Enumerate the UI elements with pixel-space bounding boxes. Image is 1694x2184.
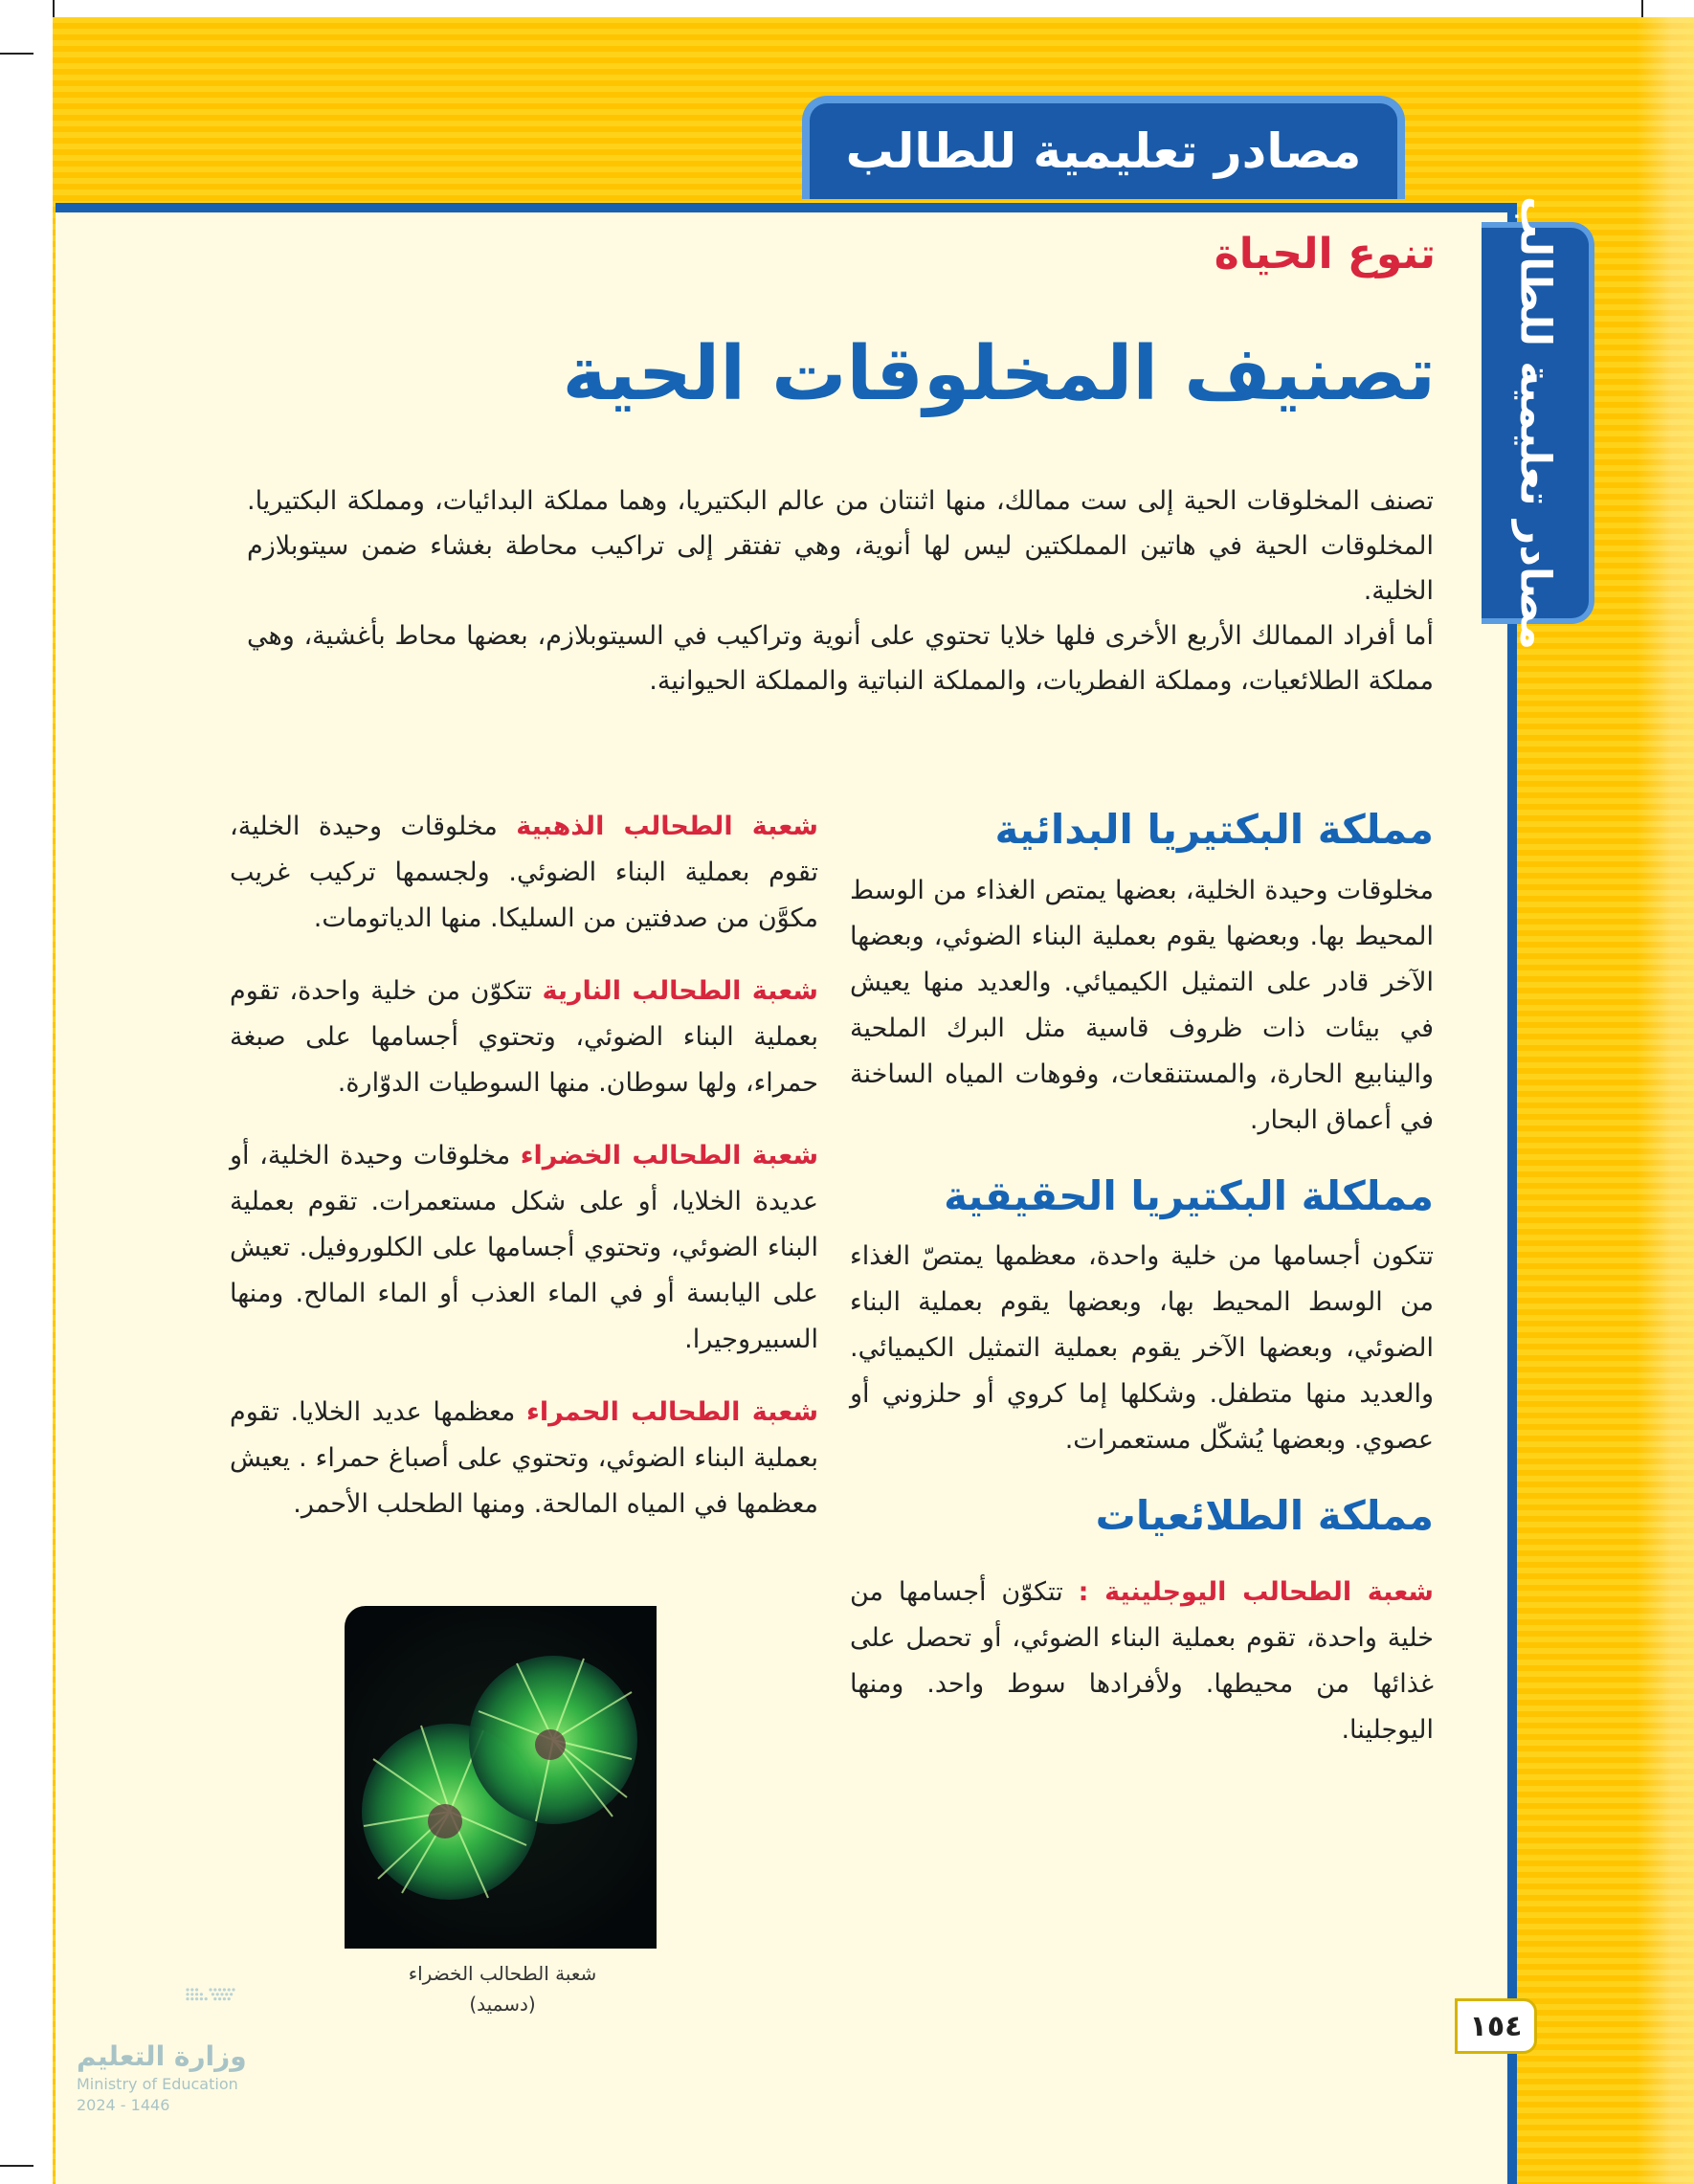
phylum-term: شعبة الطحالب النارية: [542, 976, 818, 1006]
header-tab: [802, 96, 1405, 199]
ministry-name-en: Ministry of Education: [77, 2075, 238, 2093]
ministry-year: 2024 - 1446: [77, 2096, 170, 2114]
ministry-logo-icon: [77, 1986, 325, 2043]
crop-mark: [0, 2165, 33, 2167]
phylum-golden-algae: [230, 804, 818, 942]
section-text-archaea: مخلوقات وحيدة الخلية، بعضها يمتص الغذاء من الوسط المحيط بها. وبعضها يقوم بعملية البناء الضوئي، وبعضها الآخر قادر على التمثيل الكيميائي. والعديد منها يعيش في بيئات ذات ظروف قاسية مثل البرك الملحية والينابيع الحارة، والمستنقعات، وفوهات المياه الساخنة في أعماق البحار.: [850, 875, 1434, 1135]
page-title: تصنيف المخلوقات الحية: [562, 331, 1436, 417]
ministry-name-ar: وزارة التعليم: [77, 2040, 247, 2072]
right-column: [850, 804, 1434, 1753]
phylum-text: تتكوّن من خلية واحدة، تقوم بعملية البناء الضوئي، وتحتوي أجسامها على صبغة حمراء، ولها سوطان. منها السوطيات الدوّارة.: [230, 976, 818, 1098]
caption-line: شعبة الطحالب الخضراء: [408, 1962, 597, 1985]
phylum-euglena: [850, 1570, 1434, 1753]
page-number: ١٥٤: [1455, 1998, 1537, 2054]
section-title-protists: مملكة الطلائعيات: [1095, 1492, 1434, 1540]
section-title-bacteria: مملكلة البكتيريا الحقيقية: [944, 1171, 1434, 1219]
phylum-text: تتكوّن أجسامها من خلية واحدة، تقوم بعملية البناء الضوئي، أو تحصل على غذائها من محيطها. ولأفرادها سوط واحد. ومنها اليوجلينا.: [850, 1576, 1434, 1745]
desmid-photo: [345, 1606, 657, 1949]
section-title-archaea: مملكة البكتيريا البدائية: [994, 806, 1434, 853]
figure-caption: [364, 1958, 641, 2019]
phylum-term: شعبة الطحالب الحمراء: [526, 1397, 818, 1427]
side-tab: [1482, 195, 1594, 651]
phylum-term: شعبة الطحالب الخضراء: [520, 1141, 818, 1170]
phylum-green-algae: [230, 1133, 818, 1363]
phylum-text: مخلوقات وحيدة الخلية، أو عديدة الخلايا، أو على شكل مستعمرات. تقوم بعملية البناء الضوئي، وتحتوي أجسامها على الكلوروفيل. تعيش على اليابسة أو في الماء العذب أو الماء المالح. ومنها السبيروجيرا.: [230, 1141, 818, 1354]
crop-mark: [0, 53, 33, 55]
desmid-cell-right: [469, 1656, 637, 1824]
intro-paragraph: تصنف المخلوقات الحية إلى ست ممالك، منها اثنتان من عالم البكتيريا، وهما مملكة البدائيات، ومملكة البكتيريا. المخلوقات الحية في هاتين المملكتين ليس لها أنوية، وهي تفتقر إلى تراكيب محاطة بغشاء ضمن سيتوبلازم الخلية.: [247, 486, 1434, 606]
phylum-text: معظمها عديد الخلايا. تقوم بعملية البناء الضوئي، وتحتوي على أصباغ حمراء . يعيش معظمها في المياه المالحة. ومنها الطحلب الأحمر.: [230, 1397, 818, 1519]
caption-line: (دسميد): [469, 1993, 536, 2016]
phylum-fire-algae: [230, 969, 818, 1106]
phylum-term: شعبة الطحالب الذهبية: [516, 812, 818, 841]
side-tab-label: مصادر تعليمية للطالب: [1510, 195, 1560, 651]
phylum-text: مخلوقات وحيدة الخلية، تقوم بعملية البناء الضوئي. ولجسمها تركيب غريب مكوَّن من صدفتين من السليكا. منها الدياتومات.: [230, 812, 818, 933]
intro: [247, 479, 1434, 703]
intro-paragraph: أما أفراد الممالك الأربع الأخرى فلها خلايا تحتوي على أنوية وتراكيب في السيتوبلازم، بعضها محاط بأغشية، وهي مملكة الطلائعيات، ومملكة الفطريات، والمملكة النباتية والمملكة الحيوانية.: [247, 621, 1434, 696]
header-tab-label: مصادر تعليمية للطالب: [845, 123, 1362, 179]
left-column: [230, 804, 818, 1554]
desmid-illustration: [345, 1606, 657, 1949]
phylum-red-algae: [230, 1390, 818, 1527]
crop-mark: [1641, 0, 1643, 17]
section-text-bacteria: تتكون أجسامها من خلية واحدة، معظمها يمتصّ الغذاء من الوسط المحيط بها، وبعضها يقوم بعملية البناء الضوئي، وبعضها الآخر يقوم بعملية التمثيل الكيميائي. والعديد منها متطفل. وشكلها إما كروي أو حلزوني أو عصوي. وبعضها يُشكّل مستعمرات.: [850, 1241, 1434, 1456]
phylum-term: شعبة الطحالب اليوجلينية :: [1078, 1576, 1434, 1607]
kicker: تنوع الحياة: [1214, 230, 1436, 279]
